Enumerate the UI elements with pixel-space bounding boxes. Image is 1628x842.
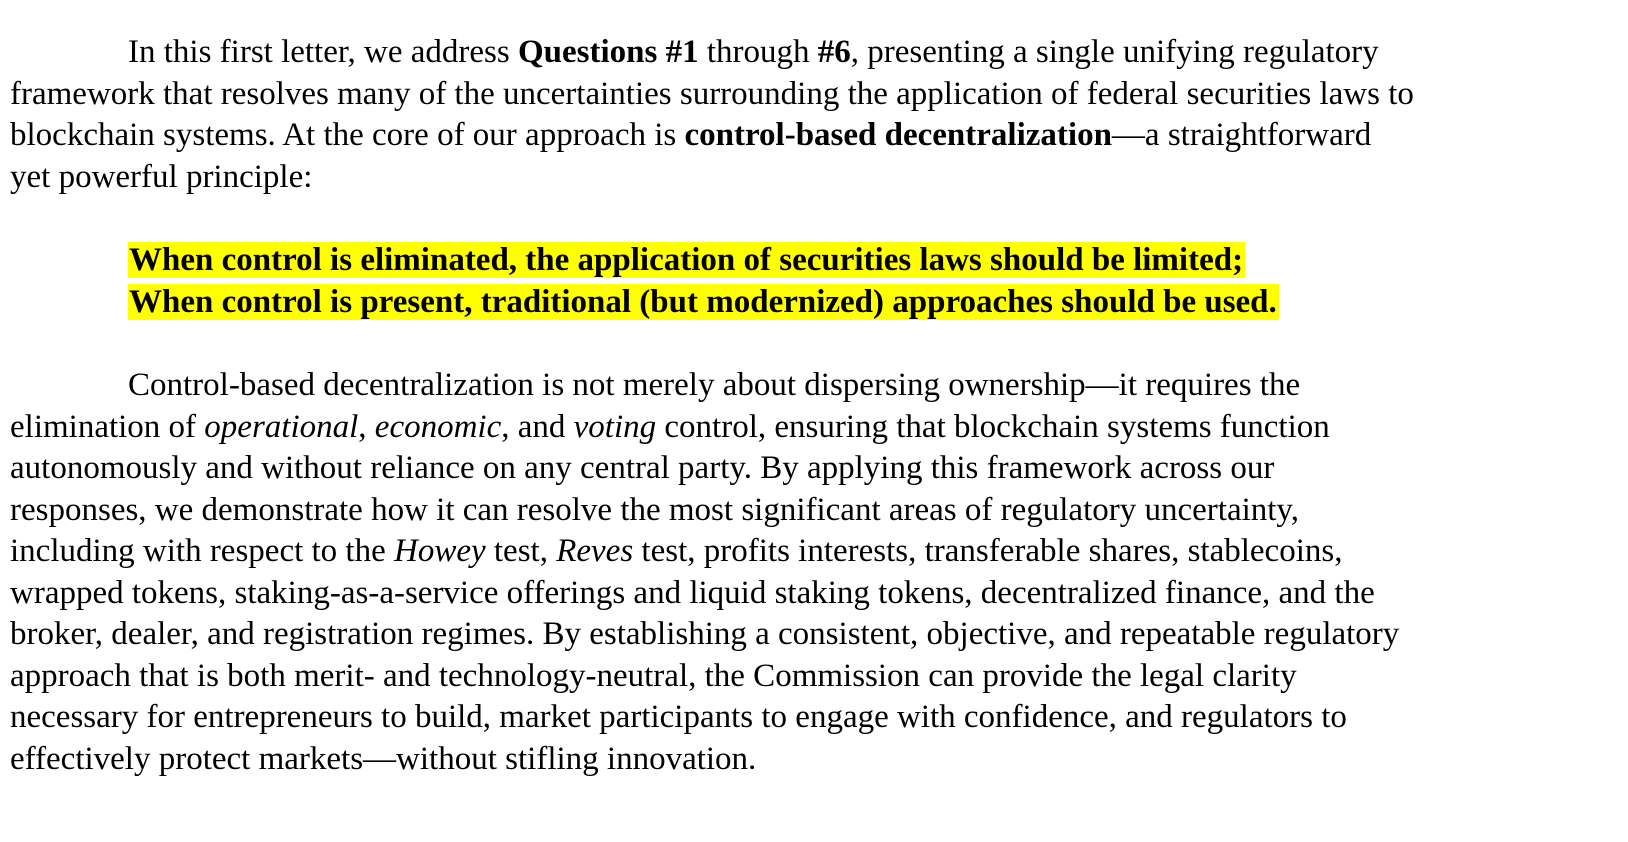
paragraph-line [10,115,1610,157]
paragraph-line [10,490,1610,532]
text-run: elimination of [10,408,205,445]
text-run: Control-based decentralization is not merely about dispersing ownership—it requires the [128,367,1301,403]
paragraph-line [10,365,1610,407]
paragraph-line [10,697,1610,739]
text-run: —a straightforward [1111,117,1372,153]
document-page [10,32,1610,780]
highlighted-principle [10,240,1610,323]
text-run-italic: Reves [556,533,634,569]
paragraph-line [10,448,1610,490]
text-run: , and [501,408,574,445]
text-run: effectively protect markets—without stifling innovation. [10,740,757,777]
paragraph-line [10,74,1610,116]
text-run-italic: economic [374,408,502,445]
text-run: necessary for entrepreneurs to build, market participants to engage with confidence, and regulators to [10,699,1347,735]
text-run-italic: voting [573,408,657,445]
intro-paragraph [10,32,1610,198]
principle-line-present [128,282,1610,324]
text-run: framework that resolves many of the uncertainties surrounding the application of federal securities laws to [10,75,1414,112]
text-run-italic: Howey [394,533,486,569]
text-run: responses, we demonstrate how it can resolve the most significant areas of regulatory uncertainty, [10,491,1300,528]
text-run-bold: control-based decentralization [684,117,1112,153]
text-run: broker, dealer, and registration regimes. By establishing a consistent, objective, and repeatable regulatory [10,616,1400,652]
body-paragraph [10,365,1610,780]
highlighted-text: When control is present, traditional (but modernized) approaches should be used. [129,283,1277,320]
text-run: , [358,408,375,445]
text-run: through [698,34,818,70]
highlighted-text: When control is eliminated, the application of securities laws should be limited; [129,242,1244,278]
principle-line-eliminated [128,240,1610,282]
paragraph-line [10,739,1610,781]
paragraph-line [10,573,1610,615]
text-run-bold: Questions #1 [518,34,699,70]
text-run: approach that is both merit- and technology-neutral, the Commission can provide the legal clarity [10,657,1297,694]
text-run: In this first letter, we address [128,34,518,70]
text-run: autonomously and without reliance on any central party. By applying this framework across our [10,450,1275,486]
text-run: wrapped tokens, staking-as-a-service offerings and liquid staking tokens, decentralized finance, and the [10,574,1375,611]
paragraph-line [10,157,1610,199]
text-run: , presenting a single unifying regulatory [850,34,1379,70]
paragraph-line [10,656,1610,698]
text-run-bold: #6 [817,34,851,70]
text-run: yet powerful principle: [10,158,313,195]
text-run: control, ensuring that blockchain systems function [656,408,1330,445]
text-run-italic: operational [204,408,359,445]
paragraph-line [10,614,1610,656]
paragraph-line [10,531,1610,573]
paragraph-line [10,32,1610,74]
text-run: test, profits interests, transferable shares, stablecoins, [633,533,1343,569]
text-run: including with respect to the [10,533,394,569]
text-run: test, [485,533,557,569]
text-run: blockchain systems. At the core of our approach is [10,117,685,153]
paragraph-line [10,407,1610,449]
